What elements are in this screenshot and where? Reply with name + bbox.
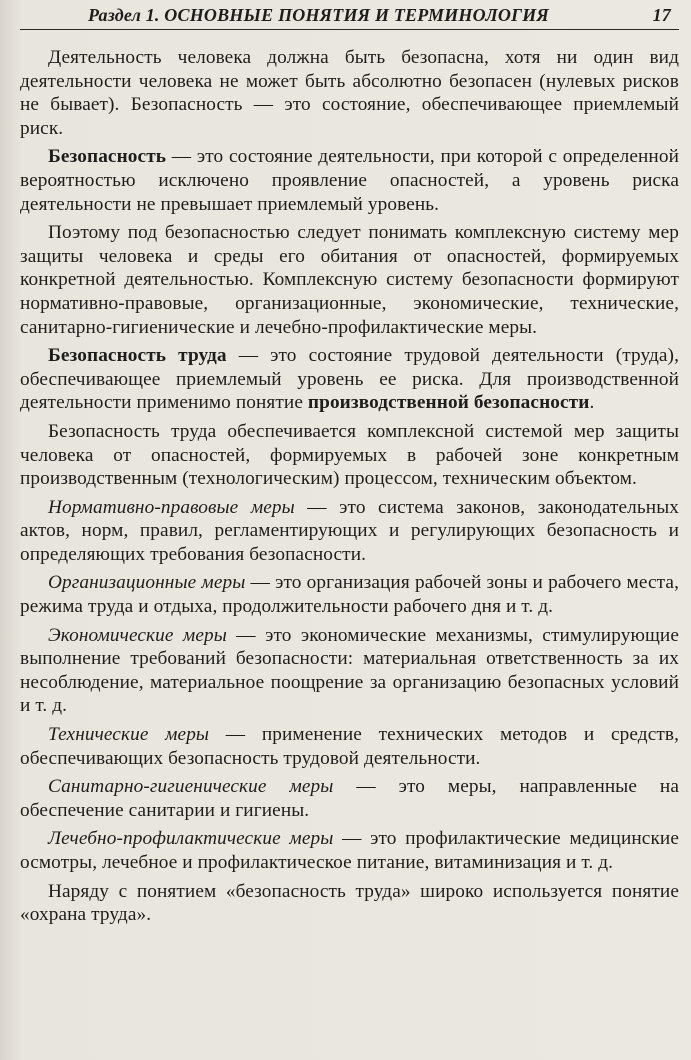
italic-term: Экономические меры [48, 624, 227, 646]
paragraph-text: . [589, 392, 595, 414]
paragraph [20, 827, 679, 874]
paragraph-text: — это организация рабочей зоны и рабочего места, режима труда и отдыха, продолжительности рабочего дня и т. д. [20, 572, 679, 618]
paragraph [20, 221, 679, 339]
paragraph-text: — это состояние деятельности, при которой с определенной вероятностью исключено проявление опасностей, а уровень риска деятельности не превышает приемлемый уровень. [20, 146, 679, 215]
paragraph-text: Наряду с понятием «безопасность труда» широко используется понятие «охрана труда». [20, 880, 679, 926]
paragraph [20, 46, 679, 140]
paragraph [20, 880, 679, 927]
paragraph-text: Безопасность труда обеспечивается комплексной системой мер защиты человека от опасностей, формируемых в рабочей зоне конкретным производственным (технологическим) процессом, техническим объектом. [20, 420, 679, 490]
paragraph-text: — применение технических методов и средств, обеспечивающих безопасность трудовой деятельности. [20, 724, 680, 769]
italic-term: Технические меры [48, 724, 210, 746]
paragraph [20, 496, 679, 567]
section-title: Раздел 1. ОСНОВНЫЕ ПОНЯТИЯ И ТЕРМИНОЛОГИЯ [88, 5, 549, 25]
italic-term: Нормативно-правовые меры [48, 496, 295, 518]
paragraph [20, 571, 679, 618]
paragraph [20, 624, 679, 718]
bold-term: Безопасность [48, 146, 167, 168]
page-number: 17 [652, 5, 671, 25]
body-text [20, 30, 679, 927]
paragraph [20, 344, 679, 415]
italic-term: Лечебно-профилактические меры [48, 828, 334, 850]
italic-term: Санитарно-гигиенические меры [48, 776, 334, 798]
bold-term: производственной безопасности [307, 392, 590, 414]
paragraph-text: — это меры, направленные на обеспечение санитарии и гигиены. [20, 776, 679, 821]
paragraph [20, 723, 679, 770]
paragraph [20, 775, 679, 822]
paragraph-text: — это экономические механизмы, стимулирующие выполнение требований безопасности: материальная ответственность за их несоблюдение, материальное поощрение за организацию безопасных условий и т. д. [20, 624, 679, 717]
paragraph-text: Деятельность человека должна быть безопасна, хотя ни один вид деятельности человека не может быть абсолютно безопасен (нулевых рисков не бывает). Безопасность — это состояние, обеспечивающее приемлемый риск. [20, 47, 679, 139]
paragraph-text: Поэтому под безопасностью следует понимать комплексную систему мер защиты человека и среды его обитания от опасностей, формируемых конкретной деятельностью. Комплексную систему безопасности формируют нормативно-правовые, организационные, экономические, технические, санитарно-гигиенические и лечебно-профилактические меры. [20, 222, 679, 338]
paragraph-text: — это профилактические медицинские осмотры, лечебное и профилактическое питание, витаминизация и т. д. [20, 828, 679, 873]
bold-term: Безопасность труда [48, 345, 227, 367]
paragraph [20, 420, 679, 491]
paragraph-text: — это система законов, законодательных актов, норм, правил, регламентирующих и регулирующих безопасность и определяющих требования безопасности. [20, 496, 679, 565]
paragraph-text: — это состояние трудовой деятельности (труда), обеспечивающее приемлемый уровень ее риска. Для производственной деятельности применимо понятие [20, 345, 679, 414]
italic-term: Организационные меры [48, 572, 246, 594]
paragraph [20, 145, 679, 216]
running-header [20, 4, 679, 30]
